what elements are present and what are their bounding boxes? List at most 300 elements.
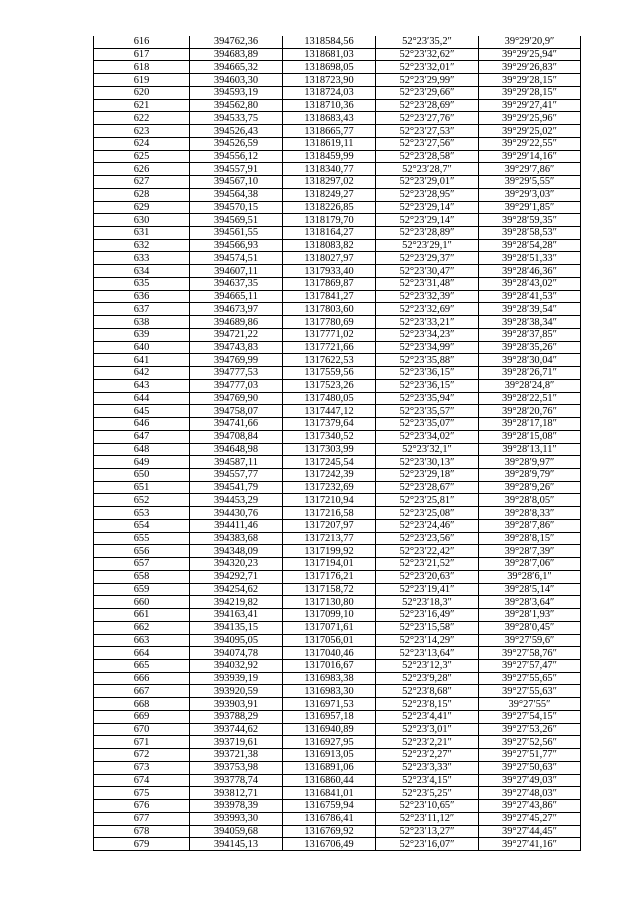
x-coordinate-cell: 394135,15: [190, 621, 283, 634]
latitude-cell: 52°23′35,57″: [376, 405, 479, 418]
table-row: [94, 519, 581, 532]
latitude-cell: 52°23′25,81″: [376, 494, 479, 507]
longitude-cell: 39°28′59,35″: [479, 214, 581, 227]
x-coordinate-cell: 394665,11: [190, 290, 283, 303]
x-coordinate-cell: 394587,11: [190, 456, 283, 469]
table-row: [94, 227, 581, 240]
y-coordinate-cell: 1317523,26: [283, 379, 376, 392]
point-number-cell: 620: [94, 86, 190, 99]
latitude-cell: 52°23′28,7″: [376, 163, 479, 176]
x-coordinate-cell: 394320,23: [190, 558, 283, 571]
longitude-cell: 39°29′25,96″: [479, 112, 581, 125]
latitude-cell: 52°23′8,15″: [376, 698, 479, 711]
latitude-cell: 52°23′4,15″: [376, 774, 479, 787]
latitude-cell: 52°23′29,01″: [376, 176, 479, 189]
point-number-cell: 631: [94, 227, 190, 240]
latitude-cell: 52°23′31,48″: [376, 277, 479, 290]
point-number-cell: 678: [94, 825, 190, 838]
y-coordinate-cell: 1318083,82: [283, 239, 376, 252]
point-number-cell: 670: [94, 723, 190, 736]
longitude-cell: 39°29′14,16″: [479, 150, 581, 163]
latitude-cell: 52°23′34,02″: [376, 430, 479, 443]
x-coordinate-cell: 394741,66: [190, 418, 283, 431]
table-row: [94, 507, 581, 520]
longitude-cell: 39°29′28,15″: [479, 86, 581, 99]
y-coordinate-cell: 1318226,85: [283, 201, 376, 214]
table-row: [94, 36, 581, 48]
y-coordinate-cell: 1317933,40: [283, 265, 376, 278]
y-coordinate-cell: 1316860,44: [283, 774, 376, 787]
point-number-cell: 656: [94, 545, 190, 558]
y-coordinate-cell: 1318340,77: [283, 163, 376, 176]
table-row: [94, 239, 581, 252]
point-number-cell: 654: [94, 519, 190, 532]
y-coordinate-cell: 1318698,05: [283, 61, 376, 74]
longitude-cell: 39°28′30,04″: [479, 354, 581, 367]
table-row: [94, 685, 581, 698]
x-coordinate-cell: 393993,30: [190, 812, 283, 825]
x-coordinate-cell: 394430,76: [190, 507, 283, 520]
longitude-cell: 39°28′37,85″: [479, 328, 581, 341]
point-number-cell: 649: [94, 456, 190, 469]
x-coordinate-cell: 394762,36: [190, 36, 283, 48]
y-coordinate-cell: 1318584,56: [283, 36, 376, 48]
table-row: [94, 774, 581, 787]
latitude-cell: 52°23′27,76″: [376, 112, 479, 125]
x-coordinate-cell: 394769,90: [190, 392, 283, 405]
x-coordinate-cell: 393719,61: [190, 736, 283, 749]
point-number-cell: 640: [94, 341, 190, 354]
point-number-cell: 618: [94, 61, 190, 74]
longitude-cell: 39°28′7,06″: [479, 558, 581, 571]
y-coordinate-cell: 1316983,38: [283, 672, 376, 685]
table-row: [94, 749, 581, 762]
point-number-cell: 672: [94, 749, 190, 762]
table-row: [94, 418, 581, 431]
x-coordinate-cell: 393778,74: [190, 774, 283, 787]
table-row: [94, 341, 581, 354]
table-row: [94, 379, 581, 392]
point-number-cell: 674: [94, 774, 190, 787]
latitude-cell: 52°23′25,08″: [376, 507, 479, 520]
latitude-cell: 52°23′32,1″: [376, 443, 479, 456]
point-number-cell: 642: [94, 367, 190, 380]
y-coordinate-cell: 1318710,36: [283, 99, 376, 112]
x-coordinate-cell: 394566,93: [190, 239, 283, 252]
y-coordinate-cell: 1318681,03: [283, 48, 376, 61]
table-row: [94, 621, 581, 634]
x-coordinate-cell: 394570,15: [190, 201, 283, 214]
x-coordinate-cell: 394557,91: [190, 163, 283, 176]
x-coordinate-cell: 394533,75: [190, 112, 283, 125]
x-coordinate-cell: 394348,09: [190, 545, 283, 558]
latitude-cell: 52°23′11,12″: [376, 812, 479, 825]
y-coordinate-cell: 1316769,92: [283, 825, 376, 838]
longitude-cell: 39°28′43,02″: [479, 277, 581, 290]
longitude-cell: 39°29′20,9″: [479, 36, 581, 48]
table-row: [94, 532, 581, 545]
point-number-cell: 671: [94, 736, 190, 749]
latitude-cell: 52°23′33,21″: [376, 316, 479, 329]
table-row: [94, 698, 581, 711]
latitude-cell: 52°23′16,49″: [376, 609, 479, 622]
latitude-cell: 52°23′29,14″: [376, 214, 479, 227]
y-coordinate-cell: 1317016,67: [283, 659, 376, 672]
point-number-cell: 616: [94, 36, 190, 48]
longitude-cell: 39°28′46,36″: [479, 265, 581, 278]
x-coordinate-cell: 394665,32: [190, 61, 283, 74]
point-number-cell: 662: [94, 621, 190, 634]
longitude-cell: 39°27′44,45″: [479, 825, 581, 838]
longitude-cell: 39°27′57,47″: [479, 659, 581, 672]
point-number-cell: 636: [94, 290, 190, 303]
latitude-cell: 52°23′32,69″: [376, 303, 479, 316]
y-coordinate-cell: 1316706,49: [283, 838, 376, 851]
x-coordinate-cell: 394163,41: [190, 609, 283, 622]
table-row: [94, 112, 581, 125]
table-row: [94, 125, 581, 138]
point-number-cell: 628: [94, 188, 190, 201]
table-row: [94, 825, 581, 838]
latitude-cell: 52°23′36,15″: [376, 379, 479, 392]
x-coordinate-cell: 393721,38: [190, 749, 283, 762]
x-coordinate-cell: 393788,29: [190, 710, 283, 723]
x-coordinate-cell: 393753,98: [190, 761, 283, 774]
table-row: [94, 137, 581, 150]
y-coordinate-cell: 1317245,54: [283, 456, 376, 469]
latitude-cell: 52°23′3,33″: [376, 761, 479, 774]
point-number-cell: 625: [94, 150, 190, 163]
x-coordinate-cell: 394292,71: [190, 570, 283, 583]
point-number-cell: 626: [94, 163, 190, 176]
point-number-cell: 664: [94, 647, 190, 660]
x-coordinate-cell: 394059,68: [190, 825, 283, 838]
point-number-cell: 644: [94, 392, 190, 405]
longitude-cell: 39°28′54,28″: [479, 239, 581, 252]
table-row: [94, 188, 581, 201]
x-coordinate-cell: 393978,39: [190, 800, 283, 813]
latitude-cell: 52°23′34,23″: [376, 328, 479, 341]
longitude-cell: 39°29′7,86″: [479, 163, 581, 176]
x-coordinate-cell: 394145,13: [190, 838, 283, 851]
x-coordinate-cell: 393939,19: [190, 672, 283, 685]
latitude-cell: 52°23′29,37″: [376, 252, 479, 265]
latitude-cell: 52°23′27,56″: [376, 137, 479, 150]
latitude-cell: 52°23′34,99″: [376, 341, 479, 354]
table-row: [94, 201, 581, 214]
table-row: [94, 838, 581, 851]
y-coordinate-cell: 1318297,02: [283, 176, 376, 189]
latitude-cell: 52°23′20,63″: [376, 570, 479, 583]
latitude-cell: 52°23′15,58″: [376, 621, 479, 634]
y-coordinate-cell: 1318683,43: [283, 112, 376, 125]
x-coordinate-cell: 393812,71: [190, 787, 283, 800]
table-row: [94, 456, 581, 469]
table-row: [94, 303, 581, 316]
y-coordinate-cell: 1318027,97: [283, 252, 376, 265]
y-coordinate-cell: 1317447,12: [283, 405, 376, 418]
point-number-cell: 676: [94, 800, 190, 813]
point-number-cell: 657: [94, 558, 190, 571]
table-row: [94, 800, 581, 813]
y-coordinate-cell: 1316927,95: [283, 736, 376, 749]
y-coordinate-cell: 1316913,05: [283, 749, 376, 762]
y-coordinate-cell: 1317099,10: [283, 609, 376, 622]
latitude-cell: 52°23′32,39″: [376, 290, 479, 303]
longitude-cell: 39°27′43,86″: [479, 800, 581, 813]
table-row: [94, 609, 581, 622]
table-row: [94, 736, 581, 749]
table-row: [94, 468, 581, 481]
x-coordinate-cell: 394254,62: [190, 583, 283, 596]
x-coordinate-cell: 394743,83: [190, 341, 283, 354]
point-number-cell: 637: [94, 303, 190, 316]
latitude-cell: 52°23′24,46″: [376, 519, 479, 532]
point-number-cell: 665: [94, 659, 190, 672]
point-number-cell: 663: [94, 634, 190, 647]
longitude-cell: 39°29′1,85″: [479, 201, 581, 214]
point-number-cell: 624: [94, 137, 190, 150]
x-coordinate-cell: 394683,89: [190, 48, 283, 61]
x-coordinate-cell: 394769,99: [190, 354, 283, 367]
longitude-cell: 39°28′20,76″: [479, 405, 581, 418]
y-coordinate-cell: 1316759,94: [283, 800, 376, 813]
longitude-cell: 39°28′15,08″: [479, 430, 581, 443]
x-coordinate-cell: 394721,22: [190, 328, 283, 341]
y-coordinate-cell: 1317216,58: [283, 507, 376, 520]
latitude-cell: 52°23′36,15″: [376, 367, 479, 380]
longitude-cell: 39°28′41,53″: [479, 290, 581, 303]
y-coordinate-cell: 1318179,70: [283, 214, 376, 227]
x-coordinate-cell: 394032,92: [190, 659, 283, 672]
latitude-cell: 52°23′8,68″: [376, 685, 479, 698]
longitude-cell: 39°27′45,27″: [479, 812, 581, 825]
point-number-cell: 659: [94, 583, 190, 596]
y-coordinate-cell: 1317232,69: [283, 481, 376, 494]
table-row: [94, 392, 581, 405]
latitude-cell: 52°23′28,69″: [376, 99, 479, 112]
y-coordinate-cell: 1316891,06: [283, 761, 376, 774]
table-row: [94, 443, 581, 456]
point-number-cell: 651: [94, 481, 190, 494]
latitude-cell: 52°23′3,01″: [376, 723, 479, 736]
x-coordinate-cell: 394074,78: [190, 647, 283, 660]
x-coordinate-cell: 394593,19: [190, 86, 283, 99]
y-coordinate-cell: 1318619,11: [283, 137, 376, 150]
latitude-cell: 52°23′29,14″: [376, 201, 479, 214]
point-number-cell: 647: [94, 430, 190, 443]
x-coordinate-cell: 393744,62: [190, 723, 283, 736]
x-coordinate-cell: 394689,86: [190, 316, 283, 329]
longitude-cell: 39°27′49,03″: [479, 774, 581, 787]
y-coordinate-cell: 1316841,01: [283, 787, 376, 800]
table-row: [94, 214, 581, 227]
y-coordinate-cell: 1317480,05: [283, 392, 376, 405]
longitude-cell: 39°28′35,26″: [479, 341, 581, 354]
x-coordinate-cell: 394569,51: [190, 214, 283, 227]
longitude-cell: 39°27′41,16″: [479, 838, 581, 851]
point-number-cell: 619: [94, 74, 190, 87]
latitude-cell: 52°23′35,2″: [376, 36, 479, 48]
point-number-cell: 645: [94, 405, 190, 418]
x-coordinate-cell: 394637,35: [190, 277, 283, 290]
longitude-cell: 39°29′28,15″: [479, 74, 581, 87]
latitude-cell: 52°23′28,58″: [376, 150, 479, 163]
table-row: [94, 558, 581, 571]
table-row: [94, 761, 581, 774]
y-coordinate-cell: 1317056,01: [283, 634, 376, 647]
longitude-cell: 39°28′0,45″: [479, 621, 581, 634]
latitude-cell: 52°23′19,41″: [376, 583, 479, 596]
longitude-cell: 39°29′26,83″: [479, 61, 581, 74]
y-coordinate-cell: 1318665,77: [283, 125, 376, 138]
latitude-cell: 52°23′35,07″: [376, 418, 479, 431]
latitude-cell: 52°23′2,21″: [376, 736, 479, 749]
point-number-cell: 652: [94, 494, 190, 507]
y-coordinate-cell: 1317780,69: [283, 316, 376, 329]
longitude-cell: 39°29′3,03″: [479, 188, 581, 201]
x-coordinate-cell: 393920,59: [190, 685, 283, 698]
x-coordinate-cell: 394562,80: [190, 99, 283, 112]
latitude-cell: 52°23′16,07″: [376, 838, 479, 851]
x-coordinate-cell: 394777,03: [190, 379, 283, 392]
x-coordinate-cell: 394673,97: [190, 303, 283, 316]
point-number-cell: 667: [94, 685, 190, 698]
y-coordinate-cell: 1317803,60: [283, 303, 376, 316]
table-row: [94, 150, 581, 163]
y-coordinate-cell: 1317210,94: [283, 494, 376, 507]
longitude-cell: 39°28′7,39″: [479, 545, 581, 558]
table-row: [94, 176, 581, 189]
x-coordinate-cell: 394219,82: [190, 596, 283, 609]
table-row: [94, 86, 581, 99]
longitude-cell: 39°27′55″: [479, 698, 581, 711]
latitude-cell: 52°23′35,94″: [376, 392, 479, 405]
table-row: [94, 316, 581, 329]
y-coordinate-cell: 1317071,61: [283, 621, 376, 634]
longitude-cell: 39°29′25,94″: [479, 48, 581, 61]
x-coordinate-cell: 394607,11: [190, 265, 283, 278]
table-row: [94, 481, 581, 494]
latitude-cell: 52°23′28,67″: [376, 481, 479, 494]
longitude-cell: 39°28′17,18″: [479, 418, 581, 431]
longitude-cell: 39°27′54,15″: [479, 710, 581, 723]
y-coordinate-cell: 1317721,66: [283, 341, 376, 354]
table-row: [94, 74, 581, 87]
table-row: [94, 252, 581, 265]
y-coordinate-cell: 1317559,56: [283, 367, 376, 380]
x-coordinate-cell: 394526,59: [190, 137, 283, 150]
latitude-cell: 52°23′30,47″: [376, 265, 479, 278]
latitude-cell: 52°23′28,89″: [376, 227, 479, 240]
table-row: [94, 659, 581, 672]
point-number-cell: 623: [94, 125, 190, 138]
longitude-cell: 39°29′25,02″: [479, 125, 581, 138]
latitude-cell: 52°23′28,95″: [376, 188, 479, 201]
point-number-cell: 632: [94, 239, 190, 252]
point-number-cell: 629: [94, 201, 190, 214]
longitude-cell: 39°29′22,55″: [479, 137, 581, 150]
x-coordinate-cell: 394541,79: [190, 481, 283, 494]
point-number-cell: 669: [94, 710, 190, 723]
table-row: [94, 367, 581, 380]
point-number-cell: 660: [94, 596, 190, 609]
latitude-cell: 52°23′13,64″: [376, 647, 479, 660]
x-coordinate-cell: 394453,29: [190, 494, 283, 507]
y-coordinate-cell: 1317841,27: [283, 290, 376, 303]
latitude-cell: 52°23′29,99″: [376, 74, 479, 87]
y-coordinate-cell: 1317158,72: [283, 583, 376, 596]
coordinates-table-body: [94, 36, 581, 851]
table-row: [94, 61, 581, 74]
longitude-cell: 39°27′52,56″: [479, 736, 581, 749]
table-row: [94, 99, 581, 112]
point-number-cell: 653: [94, 507, 190, 520]
x-coordinate-cell: 394095,05: [190, 634, 283, 647]
y-coordinate-cell: 1316983,30: [283, 685, 376, 698]
table-row: [94, 596, 581, 609]
x-coordinate-cell: 393903,91: [190, 698, 283, 711]
table-row: [94, 354, 581, 367]
point-number-cell: 627: [94, 176, 190, 189]
coordinates-table: [93, 36, 581, 851]
x-coordinate-cell: 394557,77: [190, 468, 283, 481]
point-number-cell: 661: [94, 609, 190, 622]
latitude-cell: 52°23′5,25″: [376, 787, 479, 800]
latitude-cell: 52°23′29,18″: [376, 468, 479, 481]
longitude-cell: 39°28′26,71″: [479, 367, 581, 380]
point-number-cell: 655: [94, 532, 190, 545]
x-coordinate-cell: 394777,53: [190, 367, 283, 380]
longitude-cell: 39°28′51,33″: [479, 252, 581, 265]
y-coordinate-cell: 1316940,89: [283, 723, 376, 736]
longitude-cell: 39°28′58,53″: [479, 227, 581, 240]
x-coordinate-cell: 394561,55: [190, 227, 283, 240]
latitude-cell: 52°23′35,88″: [376, 354, 479, 367]
table-row: [94, 328, 581, 341]
latitude-cell: 52°23′4,41″: [376, 710, 479, 723]
x-coordinate-cell: 394411,46: [190, 519, 283, 532]
x-coordinate-cell: 394564,38: [190, 188, 283, 201]
table-row: [94, 494, 581, 507]
table-row: [94, 710, 581, 723]
latitude-cell: 52°23′29,66″: [376, 86, 479, 99]
longitude-cell: 39°28′38,34″: [479, 316, 581, 329]
latitude-cell: 52°23′9,28″: [376, 672, 479, 685]
latitude-cell: 52°23′18,3″: [376, 596, 479, 609]
point-number-cell: 677: [94, 812, 190, 825]
y-coordinate-cell: 1317199,92: [283, 545, 376, 558]
y-coordinate-cell: 1317176,21: [283, 570, 376, 583]
y-coordinate-cell: 1317242,39: [283, 468, 376, 481]
longitude-cell: 39°28′24,8″: [479, 379, 581, 392]
longitude-cell: 39°28′8,05″: [479, 494, 581, 507]
table-row: [94, 290, 581, 303]
latitude-cell: 52°23′30,13″: [376, 456, 479, 469]
point-number-cell: 639: [94, 328, 190, 341]
point-number-cell: 617: [94, 48, 190, 61]
table-row: [94, 723, 581, 736]
longitude-cell: 39°28′22,51″: [479, 392, 581, 405]
latitude-cell: 52°23′13,27″: [376, 825, 479, 838]
y-coordinate-cell: 1318723,90: [283, 74, 376, 87]
point-number-cell: 675: [94, 787, 190, 800]
point-number-cell: 646: [94, 418, 190, 431]
point-number-cell: 658: [94, 570, 190, 583]
table-row: [94, 634, 581, 647]
point-number-cell: 635: [94, 277, 190, 290]
point-number-cell: 621: [94, 99, 190, 112]
